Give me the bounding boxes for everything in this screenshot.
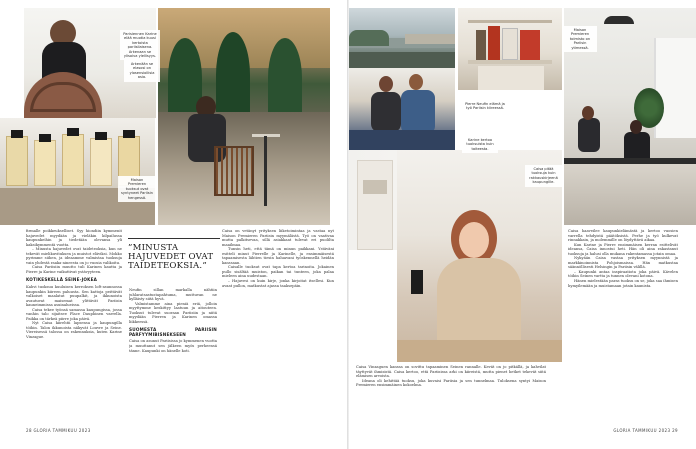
article-column-3 [222, 229, 334, 425]
photo-caption: Maison Premieren toimisto on Pariisin ytimessä. [563, 26, 597, 52]
article-column-1 [26, 229, 122, 425]
article-paragraph: Tunsin heti, että tämä on minun paikkani. Ystäväni esitteli minut Pierrelle ja Karinelle, ja ensimmäisestä tapaamisesta lähtien tiesin haluavani työskennellä heidän kanssaan. [222, 247, 334, 265]
photo-caption: Maison Premieren tuoksut ovat syntyneet Pariisin hengessä. [118, 176, 156, 202]
article-paragraph: Caisa haaveilee kaupunkielämästä ja kertoo vuosien varrella tehdyistä päätöksistä. Perhe ja työ kulkevat rinnakkain, ja molemmille on löydyttävä aikaa. [568, 229, 678, 243]
paris-cafe-photo [158, 8, 330, 225]
article-paragraph: Neufin sillan markalla nähtiin juhlaratsastustapahtuma, muttuvan ne kylläisty siitä hyvä. [129, 288, 217, 302]
pullquote-rule [128, 238, 220, 239]
photo-caption: Arkenään se elasosi on ylosensiollisia asia. [124, 60, 160, 82]
article-paragraph: Caisa Pariisiin muutto tuli Karinen kautta ja Pierre ja Karine vaikuttivat ystävyyteen. [26, 265, 122, 274]
page-footer-right: GLORIA TAMMIKUU 2023 29 [613, 428, 678, 433]
article-paragraph: firmalle poikkeukselliset. Syy hiondiin kymmenit hajuvedet myydään ja vieläkin kilpailussa kaupunkeihin ja tiedetään olevansa yli kaksikymmentä vuotta. [26, 229, 122, 247]
article-paragraph: Valmistamme aina pieniä eriä, jolloin myyttymme keskittyy laatuun ja aitouteen. Tuoksut tulevat suoraan Pariisiin ja niitä myydään Pierren ja Karinen omassa liikkeessä. [129, 301, 217, 324]
article-paragraph: Nyt Caisa kiirehtii lapsensa ja kaupungilla töihin. Talon ikkunoista näkyvät Louvre ja Seine. Viereisessä talossa on rakennuksia, kuten Karine Vinzague. [26, 321, 122, 340]
article-paragraph: Caisa on asunut Pariisissa jo kymmenen vuotta ja muuttanut sen jälkeen myös perheensä tänne. Kaupunki on hänelle koti. [129, 339, 217, 353]
section-heading: SUOMESTA PARIISIN PARFYYMIBISNEKSEEN [129, 327, 217, 337]
pull-quote: ”MINUSTA HAJUVEDET OVAT TAIDETEOKSIA.” [128, 243, 214, 272]
article-paragraph: Kahvi tuoksuu kuuluisen kerroksen loft-asunnossa kaupunkin kiireen paluusta. Sen kattoja peittävät valkoiset maalatut puupalkit, ja ikkunoista avautuvat maisemat ylittävät Pariisin kauneimmissa asuinalueissa. [26, 285, 122, 308]
article-paragraph: Nykyään Caisa vastaa yrityksen myynnistä ja markkinoinnista Pohjoismaissa. Hän matkustaa säännöllisesti Helsingin ja Pariisin välillä. [568, 256, 678, 270]
article-paragraph: Kun Karine ja Pierre ensimmäisen kerran esittelivät ideansa, Caisa innostui heti. Hän oli aina rakastanut tuoksuja ja halusi olla mukana rakentamassa jotain omaa. [568, 242, 678, 256]
article-column-2 [129, 288, 217, 425]
article-paragraph: Ideana oli kehittää tuoksu, joka kuvaisi Pariisia ja sen tunnelmaa. Tuloksena syntyi Maison Premieren ensimmäinen kokoelma. [356, 378, 546, 388]
article-paragraph: – Kaupunki antaa inspiraatiota joka päivä. Kävelen töihin Seinen vartta ja tunnen olevani kotona. [568, 269, 678, 279]
article-paragraph: – Minusta hajuvedet ovat taideteoksia, kun ne tekevät mielikuvituksen ja muistot eläviksi. Mokko pyrimme siihen, ja ideaamme valmistaa tuoksuja vain yhdestä raaka-aineesta on jo vuosia valikoitu. [26, 247, 122, 265]
article-paragraph: Hänen mielestään paras tuoksu on se, joka saa ihmisen hymyilemään ja muistamaan jotain kaunista. [568, 279, 678, 288]
perfume-bottles-photo [0, 118, 155, 225]
page-gutter [347, 0, 349, 449]
article-paragraph: Caisa tekee työnsä samassa kaupungissa, jossa vanhin talo sijaitsee Place Dauphinen varrella. Paikka on tärkeä piirre joka päivä. [26, 307, 122, 321]
photo-caption: Pierre Neufin elämä ja työ Pariisin kiireessä. [461, 100, 509, 113]
couple-photo [349, 68, 455, 150]
photo-caption: Karine kertoo tuoksuista kuin taiteesta. [462, 136, 498, 153]
section-heading: KOTIKESKELLÄ SEINE-JOKEA [26, 277, 98, 283]
article-column-4 [356, 365, 546, 425]
article-column-5 [568, 229, 678, 425]
photo-caption: Parisiennen Karine elää muotia kuusi kertoista pariisilaisena. Arkenaan se ylisoiva ylellisyys. [120, 30, 160, 60]
article-paragraph: – Hajuvesi on kuin kirje, jonka kirjoitat itsellesi. Kun avaat pullon, matkustat ajassa taaksepäin. [222, 279, 334, 288]
photo-caption: Caisa pitää tuoksuja kuin rakkauskirjeenä kaupungille. [525, 165, 562, 187]
page-footer-left: 28 GLORIA TAMMIKUU 2023 [26, 428, 91, 433]
article-paragraph: Caisa Vinzaguen kanssa on sovittu tapaaminen Seinen rannalle. Kevät on jo pitkällä, ja kahvilat täyttyvät ihmisistä. Caisa kertoo, että Pariisissa arki on kiireistä, mutta pienet hetket tekevät siitä elämisen arvoista. [356, 365, 546, 379]
article-paragraph: Caisa on vetänyt yrityksen liiketoimintaa ja vastaa nyt Maison Premieren Pariisin myymälästä. Työ on vaativaa mutta palkitsevaa, sillä asiakkaat tulevat eri puolilta maailmaa. [222, 229, 334, 247]
article-paragraph: Caisalle tuoksut ovat tapa kertoa tarinoita. Jokainen pullo sisältää muiston, paikan tai tunteen, joka palaa mieleen aina uudestaan. [222, 265, 334, 279]
bookshelf-photo [458, 8, 562, 90]
seine-river-photo [349, 8, 455, 68]
